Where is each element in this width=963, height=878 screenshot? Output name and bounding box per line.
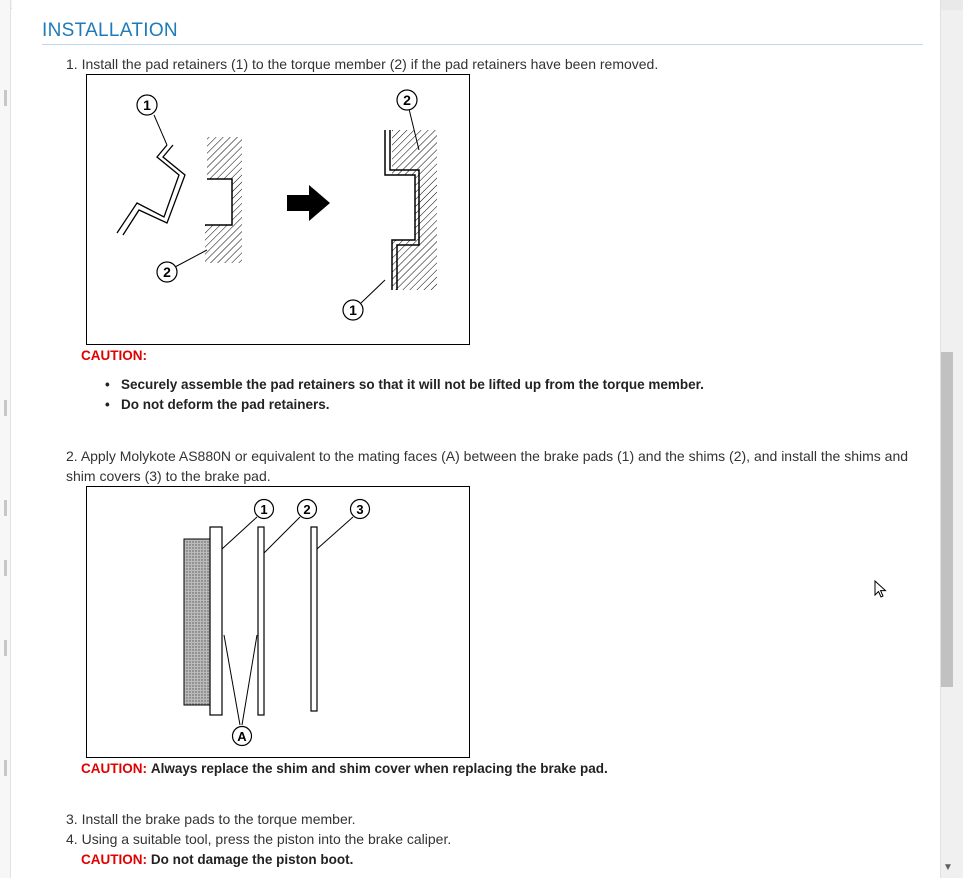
step-3 — [66, 809, 926, 829]
section-title: INSTALLATION — [42, 20, 923, 45]
step-text: Install the pad retainers (1) to the torque member (2) if the pad retainers have been removed. — [81, 56, 659, 72]
step-2 — [66, 446, 926, 486]
step-number: 1. — [66, 56, 78, 72]
caution-2 — [81, 758, 921, 779]
callout-a: A — [237, 729, 247, 744]
step-1 — [66, 54, 926, 74]
caution-1 — [81, 345, 147, 366]
caution-bullet: • Securely assemble the pad retainers so that it will not be lifted up from the torque member. — [105, 375, 805, 395]
callout-1: 1 — [143, 97, 151, 113]
brake-pad-lining — [184, 539, 210, 705]
step-text: Apply Molykote AS880N or equivalent to the mating faces (A) between the brake pads (1) and the shims (2), and install the shims and shim covers (3) to the brake pad. — [66, 448, 909, 484]
leader-line — [175, 250, 207, 267]
right-arrow-icon — [287, 185, 330, 221]
document-content — [12, 0, 941, 878]
step-number: 3. — [66, 811, 78, 827]
scrollbar-track-top — [941, 0, 963, 10]
caution-label: CAUTION: — [81, 852, 147, 867]
scroll-down-arrow-icon[interactable]: ▼ — [943, 862, 953, 873]
leader-line — [154, 115, 167, 145]
caution-label: CAUTION: — [81, 761, 147, 776]
brake-pad-plate — [210, 527, 222, 715]
step-text: Install the brake pads to the torque member. — [81, 811, 356, 827]
figure-shim-install — [86, 486, 470, 758]
callout-3: 3 — [356, 502, 364, 517]
callout-2: 2 — [303, 502, 311, 517]
left-frame-edge — [0, 0, 11, 878]
caution-bullet: • Do not deform the pad retainers. — [105, 395, 805, 415]
shim-install-diagram — [87, 487, 469, 757]
callout-2: 2 — [163, 264, 171, 280]
shim-plate — [258, 527, 264, 715]
scrollbar-thumb[interactable] — [941, 352, 953, 687]
step-number: 4. — [66, 831, 78, 847]
step-number: 2. — [66, 448, 78, 464]
figure-pad-retainer — [86, 74, 470, 345]
callout-2: 2 — [403, 92, 411, 108]
caution-1-list — [105, 375, 805, 415]
caution-text: Do not damage the piston boot. — [150, 852, 354, 867]
step-4 — [66, 829, 926, 849]
caution-3 — [81, 849, 921, 870]
leader-line — [361, 280, 385, 303]
step-text: Using a suitable tool, press the piston into the brake caliper. — [81, 831, 452, 847]
callout-1: 1 — [349, 302, 357, 318]
shim-cover-plate — [311, 527, 317, 711]
torque-member-shape — [205, 137, 242, 263]
caution-label: CAUTION: — [81, 348, 147, 363]
callout-1: 1 — [260, 502, 268, 517]
caution-text: Always replace the shim and shim cover when replacing the brake pad. — [150, 761, 608, 776]
vertical-scrollbar[interactable] — [940, 0, 963, 878]
pad-retainer-diagram — [87, 75, 469, 344]
mouse-cursor-icon — [874, 580, 890, 600]
